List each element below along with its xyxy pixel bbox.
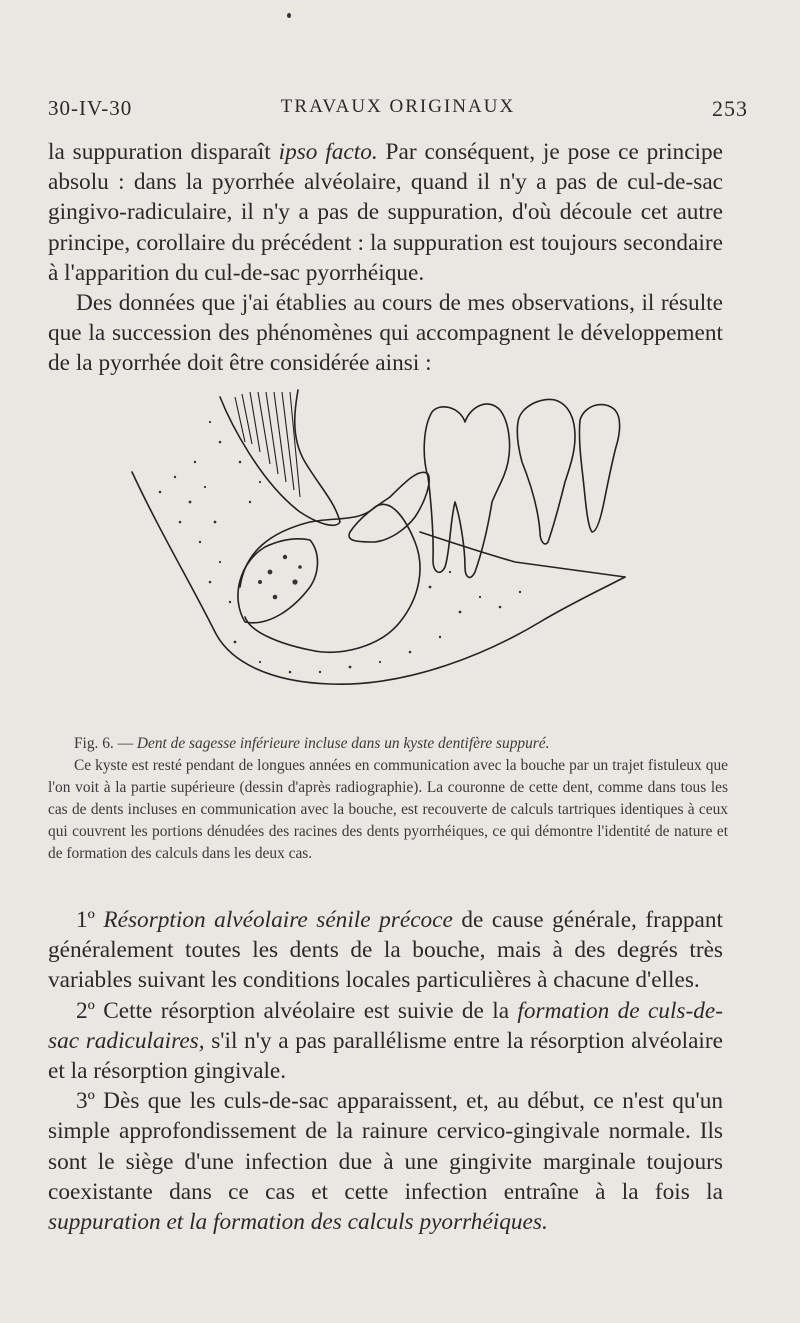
numbered-list — [48, 905, 723, 1237]
page-number: 253 — [712, 96, 748, 121]
paragraph-1: la suppuration disparaît ipso facto. Par conséquent, je pose ce principe absolu : dans la pyorrhée alvéolaire, quand il n'y a pas de cul-de-sac gingivo-radiculaire, il n'y a pas de suppuration, d'où découle cet autre principe, corollaire du précédent : la suppuration est toujours secondaire à l'apparition du cul-de-sac pyorrhéique. — [48, 139, 723, 286]
premolar-2 — [579, 405, 619, 532]
gum-line — [420, 532, 625, 577]
list-item-1: 1º Résorption alvéolaire sénile précoce de cause générale, frappant généralement toutes les dents de la bouche, mais à des degrés très variables suivant les conditions locales particulières à chacune d'elles. — [48, 907, 723, 994]
header-section-title: TRAVAUX ORIGINAUX — [280, 96, 516, 117]
tilted-tooth — [349, 472, 429, 542]
molar — [424, 404, 509, 577]
list-item-3: 3º Dès que les culs-de-sac apparaissent, et, au début, ce n'est qu'un simple approfondissement de la rainure cervico-gingivale normale. Ils sont le siège d'une infection due à une gingivite marginale toujours coexistante dans ce cas et cette infection entraîne à la fois la suppuration et la formation des calculs pyorrhéiques. — [48, 1088, 723, 1236]
jaw-outline — [132, 472, 625, 684]
header-date: 30-IV-30 — [48, 96, 133, 120]
figure-illustration — [120, 382, 640, 702]
running-header — [48, 96, 748, 122]
ink-speck — [287, 13, 291, 18]
figure-caption — [48, 733, 728, 865]
premolar-1 — [517, 399, 575, 543]
paragraph-2: Des données que j'ai établies au cours de mes observations, il résulte que la succession des phénomènes qui accompagnent le développement de la pyorrhée doit être considérée ainsi : — [48, 290, 723, 377]
figure-caption-text: Ce kyste est resté pendant de longues années en communication avec la bouche par un trajet fistuleux que l'on voit à la partie supérieure (dessin d'après radiographie). La couronne de cette dent, comme dans tous les cas de dents incluses en communication avec la bouche, est recouverte de calculs tartriques identiques à ceux qui couvrent les portions dénudées des racines des dents pyorrhéiques, ce qui démontre l'identité de nature et de formation des calculs dans les deux cas. — [48, 757, 728, 862]
figure-caption-title: Fig. 6. — Dent de sagesse inférieure incluse dans un kyste dentifère suppuré. — [74, 735, 550, 752]
cyst-cavity — [240, 504, 420, 652]
list-item-2: 2º Cette résorption alvéolaire est suivie de la formation de culs-de-sac radiculaires, s'il n'y a pas parallélisme entre la résorption alvéolaire et la résorption gingivale. — [48, 997, 724, 1085]
fistula-hatching — [235, 392, 300, 497]
top-text — [48, 137, 723, 379]
included-tooth — [238, 539, 318, 623]
